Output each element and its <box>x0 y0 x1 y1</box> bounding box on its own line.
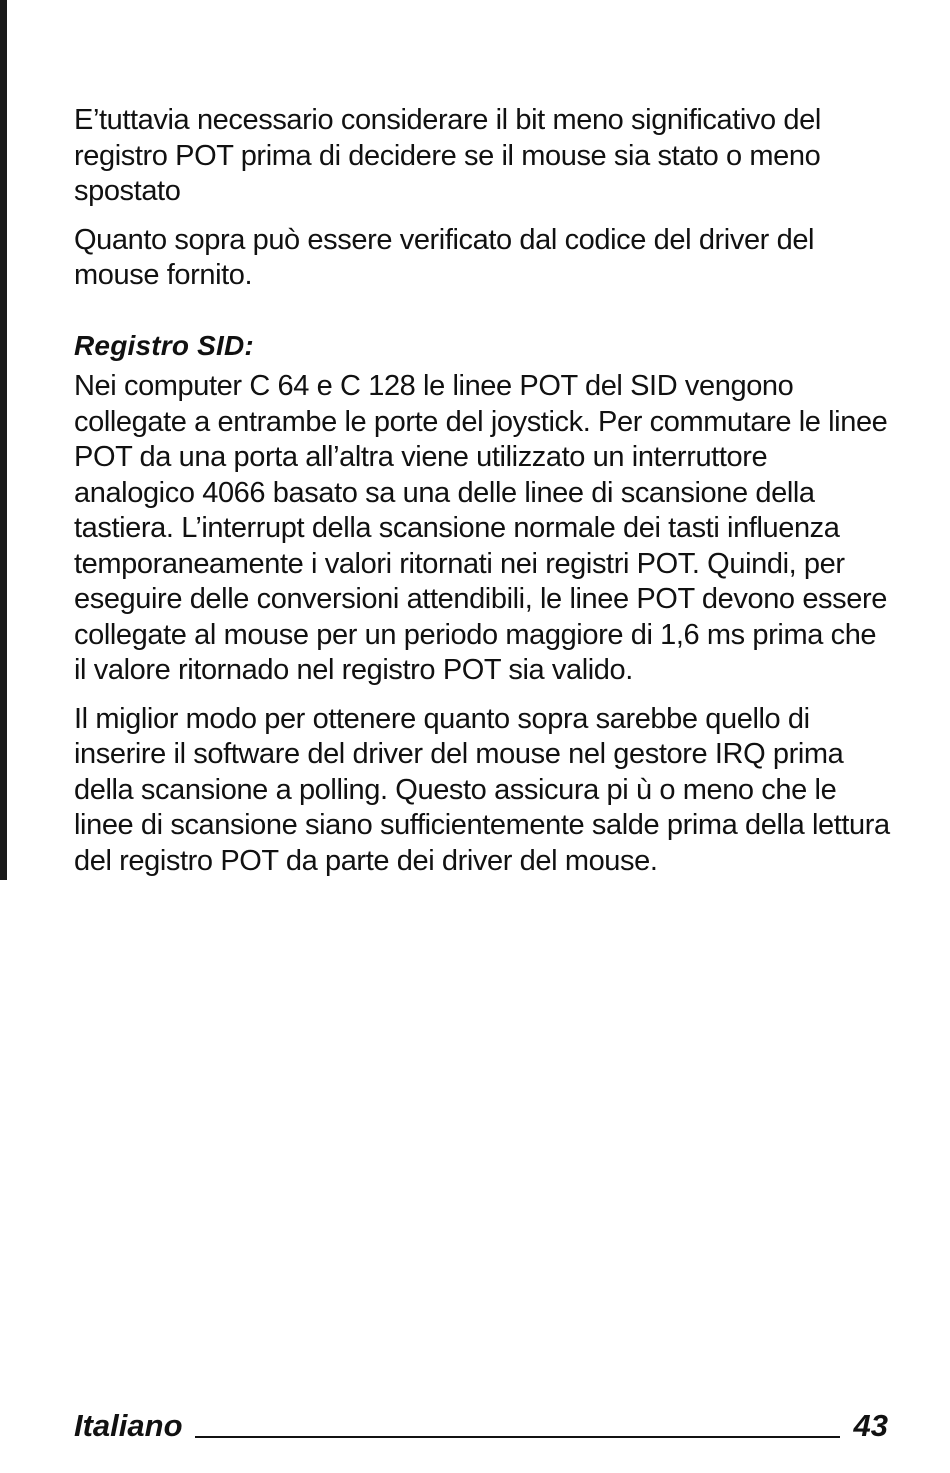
page-number: 43 <box>853 1408 888 1443</box>
section-heading: Registro SID: <box>74 329 254 361</box>
paragraph-bit-check: E’tuttavia necessario considerare il bit meno significativo del registro POT prima di decidere se il mouse sia stato o meno spostato <box>74 104 821 207</box>
paragraph-driver-note: Quanto sopra può essere verificato dal codice del driver del mouse fornito. <box>74 223 815 291</box>
paragraph-sid-pot-lines: Nei computer C 64 e C 128 le linee POT del SID vengono collegate a entrambe le porte del joystick. Per commutare le linee POT da una porta all’altra viene utilizzato un interruttore analogico 4066 basato sa una delle linee di scansione della tastiera. L’interrupt della scansione normale dei tasti influenza temporaneamente i valori ritornati nei registri POT. Quindi, per eseguire delle conversioni attendibili, le linee POT devono essere collegate al mouse per un periodo maggiore di 1,6 ms prima che il valore ritornado nel registro POT sia valido. <box>74 370 888 686</box>
footer-rule <box>195 1436 840 1438</box>
page-body <box>74 103 892 892</box>
page-footer <box>74 1406 888 1446</box>
page-binding-edge <box>0 0 7 880</box>
paragraph-irq-handler: Il miglior modo per ottenere quanto sopra sarebbe quello di inserire il software del driver del mouse nel gestore IRQ prima della scansione a polling. Questo assicura pi ù o meno che le linee di scansione siano sufficientemente salde prima della lettura del registro POT da parte dei driver del mouse. <box>74 702 890 877</box>
footer-section-label: Italiano <box>74 1408 183 1443</box>
